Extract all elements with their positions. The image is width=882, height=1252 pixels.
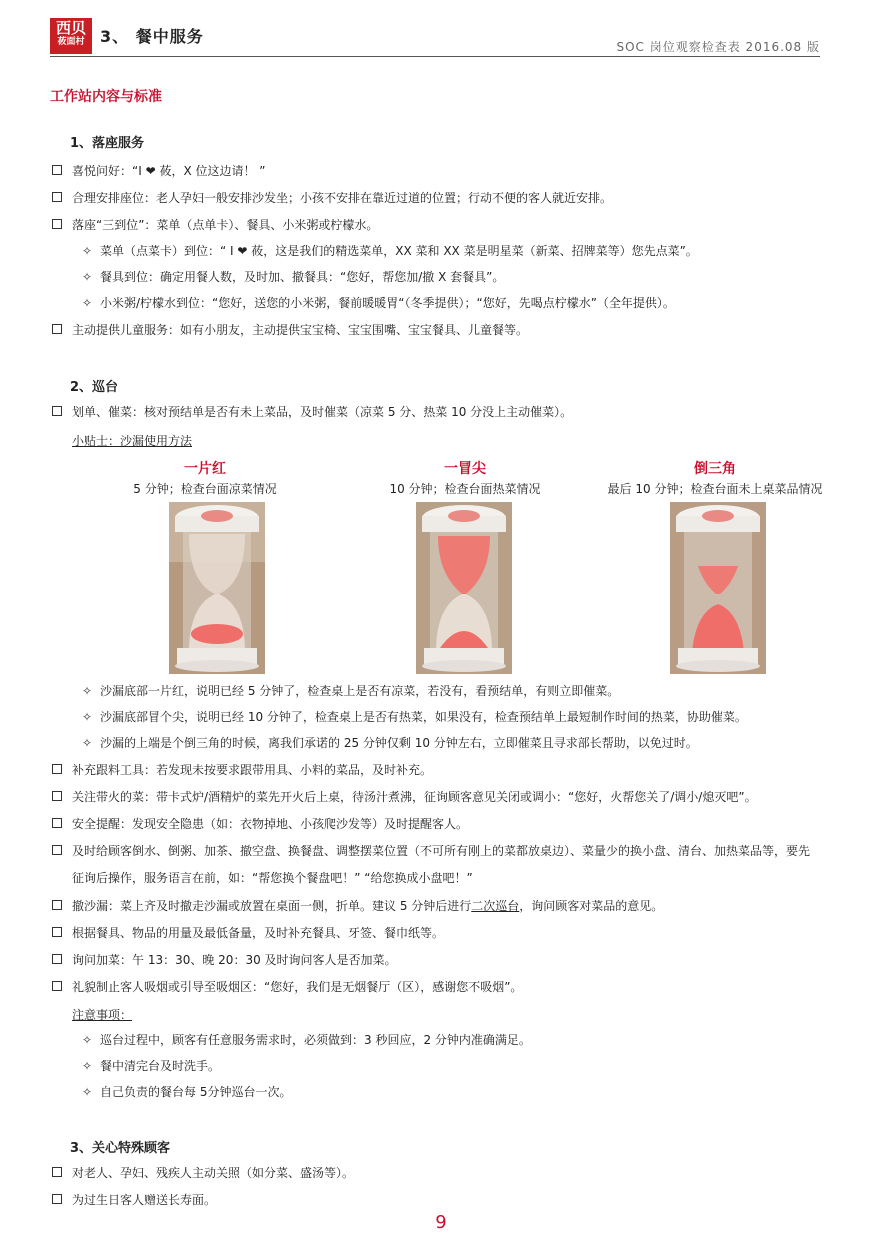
brand-logo xyxy=(50,18,92,54)
diamond-bullet-icon: ✧ xyxy=(82,270,93,284)
underlined-term: 二次巡台 xyxy=(471,899,520,913)
bullet-item: ✧ 巡台过程中，顾客有任意服务需求时，必须做到：3 秒回应，2 分钟内准确满足。 xyxy=(82,1033,531,1047)
hourglass-photo-inverted-triangle xyxy=(670,502,766,674)
header-divider xyxy=(50,56,820,57)
hourglass-title: 一片红 xyxy=(184,461,226,477)
checklist-item: 礼貌制止客人吸烟或引导至吸烟区：“您好，我们是无烟餐厅（区），感谢您不吸烟”。 xyxy=(52,979,522,995)
checklist-item: 询问加菜：午 13：30、晚 20：30 及时询问客人是否加菜。 xyxy=(52,952,397,968)
checklist-item: 根据餐具、物品的用量及最低备量，及时补充餐具、牙签、餐巾纸等。 xyxy=(52,925,444,941)
bullet-item: ✧ 小米粥/柠檬水到位：“您好，送您的小米粥，餐前暖暖胃“（冬季提供）；“您好，先喝点柠檬水”（全年提供）。 xyxy=(82,296,675,310)
checklist-item: 落座“三到位”：菜单（点单卡）、餐具、小米粥或柠檬水。 xyxy=(52,217,378,233)
subsection-title-seating: 1、落座服务 xyxy=(70,136,145,151)
checkbox-icon xyxy=(52,845,62,855)
hourglass-photo-red-bottom xyxy=(169,502,265,674)
checkbox-icon xyxy=(52,764,62,774)
checkbox-icon xyxy=(52,981,62,991)
checkbox-icon xyxy=(52,791,62,801)
checklist-item: 对老人、孕妇、残疾人主动关照（如分菜、盛汤等）。 xyxy=(52,1165,354,1181)
notes-title: 注意事项： xyxy=(72,1008,133,1022)
checklist-item: 为过生日客人赠送长寿面。 xyxy=(52,1192,216,1208)
checkbox-icon xyxy=(52,406,62,416)
checkbox-icon xyxy=(52,192,62,202)
checkbox-icon xyxy=(52,818,62,828)
checkbox-icon xyxy=(52,954,62,964)
hourglass-desc: 最后 10 分钟；检查台面未上桌菜品情况 xyxy=(607,482,823,496)
checklist-item: 喜悦问好：“I ❤ 莜，X 位这边请！ ” xyxy=(52,163,266,179)
checklist-item: 及时给顾客倒水、倒粥、加茶、撤空盘、换餐盘、调整摆菜位置（不可所有刚上的菜都放桌边）、菜量少的换小盘、清台、加热菜品等，要先 xyxy=(52,843,810,859)
page-header xyxy=(50,14,820,58)
logo-line2: 莜面村 xyxy=(57,37,85,47)
hourglass-desc: 10 分钟；检查台面热菜情况 xyxy=(389,482,541,496)
checklist-item: 撤沙漏：菜上齐及时撤走沙漏或放置在桌面一侧，折单。建议 5 分钟后进行二次巡台，询问顾客对菜品的意见。 xyxy=(52,898,663,914)
checklist-item: 补充跟料工具：若发现未按要求跟带用具、小料的菜品，及时补充。 xyxy=(52,762,432,778)
diamond-bullet-icon: ✧ xyxy=(82,1085,93,1099)
bullet-item: ✧ 菜单（点菜卡）到位：“ I ❤ 莜，这是我们的精选菜单，XX 菜和 XX 菜是明星菜（新菜、招牌菜等）您先点菜”。 xyxy=(82,244,698,258)
diamond-bullet-icon: ✧ xyxy=(82,244,93,258)
diamond-bullet-icon: ✧ xyxy=(82,296,93,310)
bullet-item: ✧ 沙漏底部冒个尖，说明已经 10 分钟了，检查桌上是否有热菜，如果没有，检查预结单上最短制作时间的热菜，协助催菜。 xyxy=(82,710,747,724)
diamond-bullet-icon: ✧ xyxy=(82,1059,93,1073)
bullet-item: ✧ 餐具到位：确定用餐人数，及时加、撤餐具：“您好，帮您加/撤 X 套餐具”。 xyxy=(82,270,505,284)
diamond-bullet-icon: ✧ xyxy=(82,736,93,750)
bullet-item: ✧ 自己负责的餐台每 5分钟巡台一次。 xyxy=(82,1085,292,1099)
diamond-bullet-icon: ✧ xyxy=(82,684,93,698)
checkbox-icon xyxy=(52,1194,62,1204)
checkbox-icon xyxy=(52,324,62,334)
page-number: 9 xyxy=(435,1212,447,1233)
checklist-item-continuation: 征询后操作，服务语言在前，如：“帮您换个餐盘吧！” “给您换成小盘吧！” xyxy=(72,871,473,885)
checkbox-icon xyxy=(52,219,62,229)
chapter-title: 3、 餐中服务 xyxy=(100,27,204,46)
diamond-bullet-icon: ✧ xyxy=(82,1033,93,1047)
hourglass-title: 倒三角 xyxy=(694,461,736,477)
checkbox-icon xyxy=(52,165,62,175)
document-version: SOC 岗位观察检查表 2016.08 版 xyxy=(616,40,820,54)
section-heading: 工作站内容与标准 xyxy=(50,89,162,105)
hourglass-title: 一冒尖 xyxy=(444,461,486,477)
logo-line1: 西贝 xyxy=(55,19,86,37)
checklist-item: 关注带火的菜：带卡式炉/酒精炉的菜先开火后上桌，待汤汁煮沸，征询顾客意见关闭或调小：“您好，火帮您关了/调小/熄灭吧”。 xyxy=(52,789,757,805)
checkbox-icon xyxy=(52,1167,62,1177)
subsection-title-special-guests: 3、关心特殊顾客 xyxy=(70,1141,171,1156)
bullet-item: ✧ 沙漏的上端是个倒三角的时候，离我们承诺的 25 分钟仅剩 10 分钟左右，立即催菜且寻求部长帮助，以免过时。 xyxy=(82,736,698,750)
checklist-item: 合理安排座位：老人孕妇一般安排沙发坐；小孩不安排在靠近过道的位置；行动不便的客人就近安排。 xyxy=(52,190,612,206)
checkbox-icon xyxy=(52,927,62,937)
diamond-bullet-icon: ✧ xyxy=(82,710,93,724)
hourglass-photo-peak xyxy=(416,502,512,674)
checklist-item: 划单、催菜：核对预结单是否有未上菜品，及时催菜（凉菜 5 分、热菜 10 分没上主动催菜）。 xyxy=(52,404,572,420)
bullet-item: ✧ 沙漏底部一片红，说明已经 5 分钟了，检查桌上是否有凉菜，若没有，看预结单，有则立即催菜。 xyxy=(82,684,620,698)
tip-label: 小贴士：沙漏使用方法 xyxy=(72,434,193,448)
checklist-item: 主动提供儿童服务：如有小朋友，主动提供宝宝椅、宝宝围嘴、宝宝餐具、儿童餐等。 xyxy=(52,322,528,338)
subsection-title-patrol: 2、巡台 xyxy=(70,380,119,395)
bullet-item: ✧ 餐中清完台及时洗手。 xyxy=(82,1059,221,1073)
hourglass-desc: 5 分钟；检查台面凉菜情况 xyxy=(133,482,277,496)
checkbox-icon xyxy=(52,900,62,910)
checklist-item: 安全提醒：发现安全隐患（如：衣物掉地、小孩爬沙发等）及时提醒客人。 xyxy=(52,816,468,832)
